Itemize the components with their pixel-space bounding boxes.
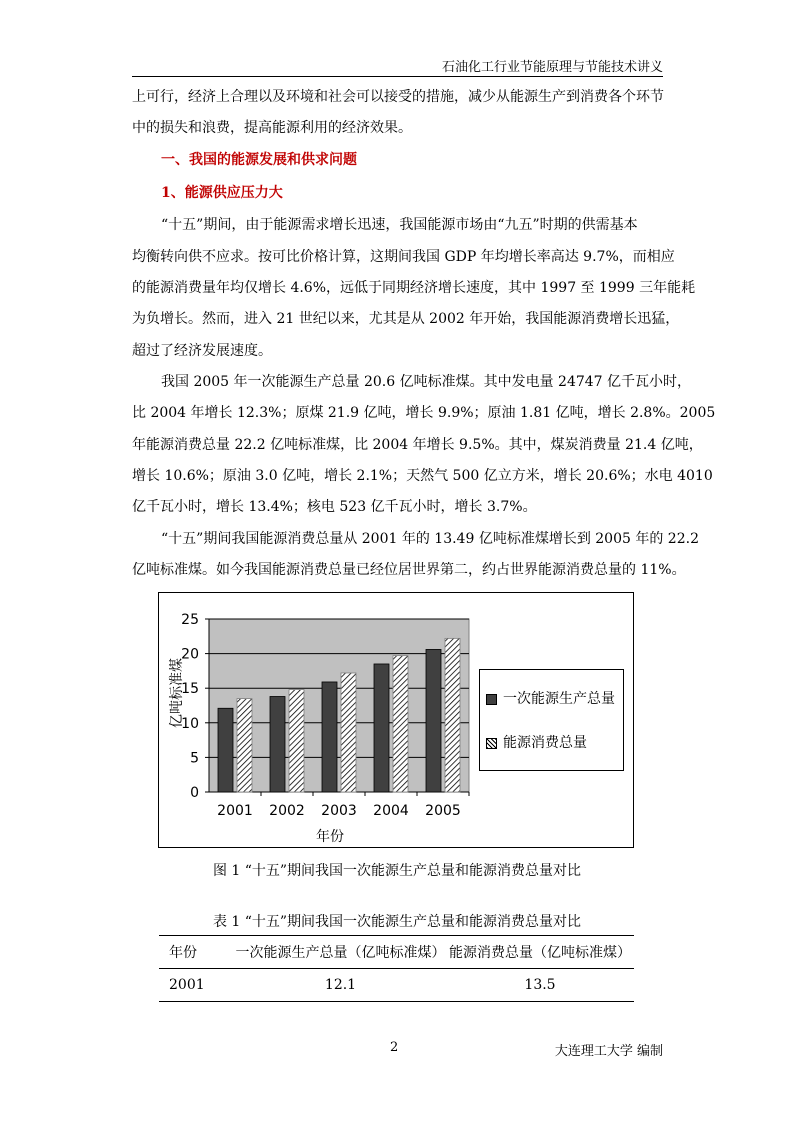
y-tick-label: 20 — [181, 646, 199, 663]
bar-production — [322, 682, 337, 792]
table-cell-consumption: 13.5 — [524, 977, 556, 993]
x-axis-label: 年份 — [316, 829, 344, 845]
para2-line-1: 我国 2005 年一次能源生产总量 20.6 亿吨标准煤。其中发电量 24747 亿千瓦小时， — [161, 374, 692, 390]
chart-legend — [479, 669, 624, 771]
table-header-year: 年份 — [169, 945, 197, 961]
legend-item-consumption — [486, 732, 587, 752]
legend-swatch-hatched — [486, 738, 497, 749]
table-cell-year: 2001 — [169, 977, 205, 993]
section-heading: 一、我国的能源发展和供求问题 — [161, 152, 357, 168]
intro-line-1: 上可行，经济上合理以及环境和社会可以接受的措施，减少从能源生产到消费各个环节 — [132, 89, 664, 105]
subsection-heading: 1、能源供应压力大 — [161, 185, 283, 201]
x-tick-label: 2001 — [217, 803, 253, 819]
para1-line-4: 为负增长。然而，进入 21 世纪以来，尤其是从 2002 年开始，我国能源消费增长迅猛， — [132, 311, 680, 327]
para2-line-2: 比 2004 年增长 12.3%；原煤 21.9 亿吨，增长 9.9%；原油 1.81 亿吨，增长 2.8%。2005 — [132, 405, 716, 421]
x-tick-label: 2003 — [321, 803, 357, 819]
y-tick-label: 15 — [181, 681, 199, 698]
bar-production — [218, 708, 233, 792]
bar-consumption — [237, 699, 252, 792]
data-table — [159, 935, 634, 1002]
x-tick-label: 2004 — [373, 803, 409, 819]
legend-label-production: 一次能源生产总量 — [503, 691, 615, 707]
table-cell-production: 12.1 — [324, 977, 357, 993]
chart-frame — [158, 592, 634, 848]
para1-line-5: 超过了经济发展速度。 — [132, 343, 272, 359]
header-title: 石油化工行业节能原理与节能技术讲义 — [441, 60, 663, 75]
footer-editor: 大连理工大学 编制 — [554, 1044, 663, 1059]
para1-line-1: “十五”期间，由于能源需求增长迅速，我国能源市场由“九五”时期的供需基本 — [161, 217, 638, 233]
x-tick-label: 2005 — [425, 803, 461, 819]
bar-consumption — [445, 638, 460, 792]
para2-line-3: 年能源消费总量 22.2 亿吨标准煤，比 2004 年增长 9.5%。其中，煤炭消费量 21.4 亿吨， — [132, 437, 703, 453]
y-tick-label: 5 — [190, 750, 199, 767]
bar-production — [426, 649, 441, 792]
y-tick-label: 10 — [181, 715, 199, 732]
bar-production — [270, 697, 285, 792]
table-header-consumption: 能源消费总量（亿吨标准煤） — [449, 945, 631, 961]
table-caption: 表 1 “十五”期间我国一次能源生产总量和能源消费总量对比 — [212, 914, 582, 930]
table-header-row — [159, 936, 634, 969]
para2-line-5: 亿千瓦小时，增长 13.4%；核电 523 亿千瓦小时，增长 3.7%。 — [132, 499, 537, 515]
bar-production — [374, 664, 389, 792]
figure-caption: 图 1 “十五”期间我国一次能源生产总量和能源消费总量对比 — [212, 863, 582, 879]
para1-line-3: 的能源消费量年均仅增长 4.6%，远低于同期经济增长速度，其中 1997 至 1999 三年能耗 — [132, 280, 696, 296]
page-header — [132, 56, 663, 77]
intro-line-2: 中的损失和浪费，提高能源利用的经济效果。 — [132, 120, 412, 136]
bar-consumption — [341, 673, 356, 792]
y-tick-label: 0 — [190, 785, 199, 801]
page-number: 2 — [390, 1040, 399, 1055]
legend-swatch-solid — [486, 694, 497, 705]
x-tick-label: 2002 — [269, 803, 305, 819]
legend-label-consumption: 能源消费总量 — [503, 735, 587, 751]
table-header-production: 一次能源生产总量（亿吨标准煤） — [235, 945, 446, 961]
y-axis-label: 亿吨标准煤 — [169, 658, 185, 728]
table-row — [159, 969, 634, 1001]
para3-line-1: “十五”期间我国能源消费总量从 2001 年的 13.49 亿吨标准煤增长到 2005 年的 22.2 — [161, 531, 699, 547]
para3-line-2: 亿吨标准煤。如今我国能源消费总量已经位居世界第二，约占世界能源消费总量的 11%。 — [132, 562, 686, 578]
para2-line-4: 增长 10.6%；原油 3.0 亿吨，增长 2.1%；天然气 500 亿立方米，增长 20.6%；水电 4010 — [132, 468, 713, 484]
y-tick-label: 25 — [181, 612, 199, 628]
legend-item-production — [486, 688, 615, 708]
para1-line-2: 均衡转向供不应求。按可比价格计算，这期间我国 GDP 年均增长率高达 9.7%，而相应 — [132, 249, 675, 265]
bar-consumption — [289, 690, 304, 792]
bar-consumption — [393, 656, 408, 792]
